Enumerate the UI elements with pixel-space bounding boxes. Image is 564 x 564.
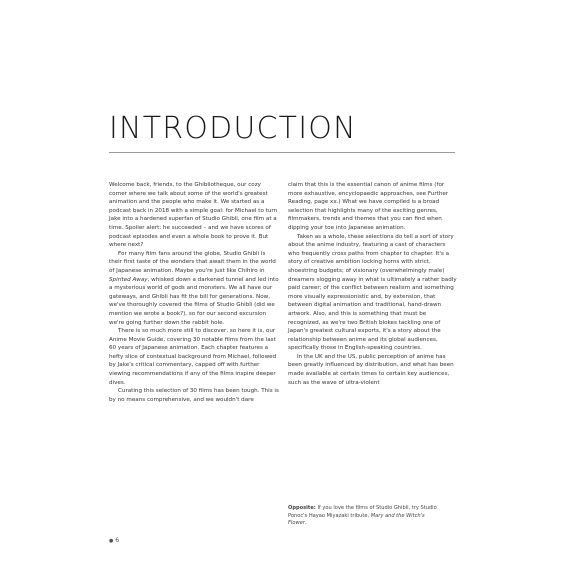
paragraph-1: Welcome back, friends, to the Ghibliotheque, our cozy corner where we talk about some of the world's greatest animation and the people who make it. We started as a podcast back in 2018 with a simple goal: for Michael to turn Jake into a hardened superfan of Studio Ghibli, one film at a time. Spoiler alert: he succeeded – and we have scores of podcast episodes and even a whole book to prove it. But where next?: [109, 182, 278, 249]
paragraph-2: [109, 250, 279, 327]
page-folio: [109, 537, 119, 544]
caption-text-end: .: [304, 520, 307, 527]
right-text-column: [288, 181, 458, 387]
paragraph-6: Taken as a whole, these selections do tell a sort of story about the anime industry, featuring a cast of characters who frequently cross paths from chapter to chapter. It's a story of creative ambition locking horns with strict, shoestring budgets; of visionary (overwhelmingly male) dreamers slogging away in what is ultimately a rather badly paid career; of the conflict between realism and something more visually expressionistic and, by extension, that between digital animation and traditional, hand-drawn artwork. Also, and this is something that must be recognized, as we're two British blokes tackling one of Japan's greatest cultural exports, it's a story about the relationship between anime and its global audiences, specifically those in English-speaking countries.: [288, 233, 457, 352]
film-title-spirited-away: Spirited Away: [109, 276, 148, 283]
title-divider: [109, 152, 455, 153]
paragraph-3: There is so much more still to discover, so here it is, our Anime Movie Guide, covering 30 notable films from the last 60 years of Japanese animation. Each chapter features a hefty slice of contextual background from Michael, followed by Jake's critical commentary, capped off with further viewing recommendations if any of the films inspire deeper dives.: [109, 328, 277, 386]
caption-label: Opposite:: [288, 505, 316, 511]
image-caption: [288, 505, 438, 528]
paragraph-2-end: , whisked down a darkened tunnel and led into a mysterious world of gods and monsters. We all have our gateways, and Ghibli has fit the bill for generations. Now, we've thoroughly covered the films of Studio Ghibli (did we mention we wrote a book?), so for our second excursion we're going further down the rabbit hole.: [109, 276, 279, 326]
page-number: 6: [115, 537, 120, 544]
paragraph-4: Curating this selection of 30 films has been tough. This is by no means comprehensive, and we wouldn't dare: [109, 388, 279, 403]
folio-bullet-icon: ●: [109, 538, 114, 544]
page-title: INTRODUCTION: [109, 111, 357, 146]
caption-text-start: If you love the films of Studio Ghibli, try Studio Ponoc's Hayao Miyazaki tribute,: [288, 505, 437, 519]
left-text-column: [109, 181, 279, 404]
paragraph-2-start: For many film fans around the globe, Studio Ghibli is their first taste of the wonders that await them in the world of Japanese animation. Maybe you're just like Chihiro in: [109, 250, 276, 274]
paragraph-5: claim that this is the essential canon of anime films (for more exhaustive, encyclopaedic approaches, see Further Reading, page xx.) What we have compiled is a broad selection that highlights many of the exciting genres, filmmakers, trends and themes that you can find when dipping your toe into Japanese animation.: [288, 182, 449, 231]
caption-film-title: Mary and the Witch's Flower: [288, 512, 425, 527]
paragraph-7: In the UK and the US, public perception of anime has been greatly influenced by distribution, and what has been made available at certain times to certain key audiences, such as the wave of ultra-violent: [288, 353, 454, 386]
